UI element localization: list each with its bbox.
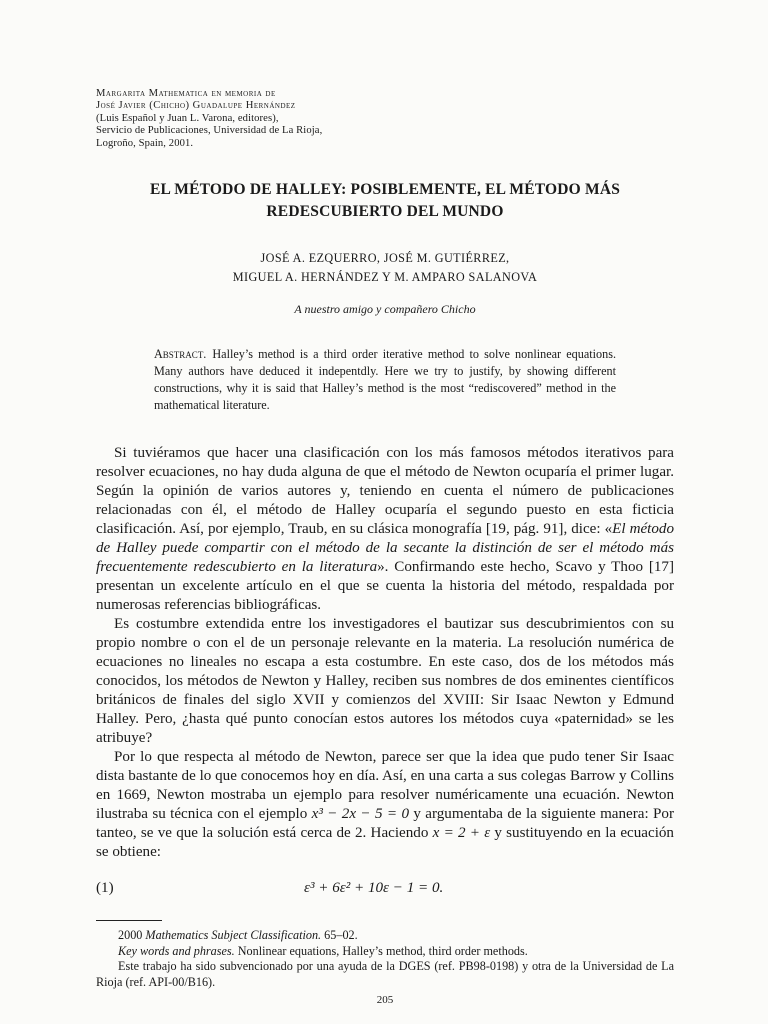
footnotes (96, 928, 674, 990)
paragraph-2: Es costumbre extendida entre los investigadores el bautizar sus descubrimientos con su propio nombre o con el de un personaje relevante en la materia. La resolución numérica de ecuaciones no lineales no escapa a esta costumbre. En este caso, dos de los métodos más conocidos, los métodos de Newton y Halley, reciben sus nombres de dos eminentes científicos británicos de finales del siglo XVII y comienzos del XVIII: Sir Isaac Newton y Edmund Halley. Pero, ¿hasta qué punto conocían estos autores los métodos cuya «paternidad» se les atribuye? (96, 616, 674, 746)
author-list (96, 249, 674, 287)
equation-expression: ε³ + 6ε² + 10ε − 1 = 0. (304, 880, 444, 896)
paragraph-1-part-a: Si tuviéramos que hacer una clasificación con los más famosos métodos iterativos para resolver ecuaciones, no hay duda alguna de que el método de Newton ocuparía el primer lugar. Según la opinión de varios autores y, teniendo en cuenta el número de publicaciones relacionadas con él, el método de Halley ocuparía el segundo puesto en esta ficticia clasificación. Así, por ejemplo, Traub, en su clásica monografía [19, pág. 91], dice: « (96, 445, 674, 537)
paper-page (96, 0, 674, 1024)
inline-equation-1: x³ − 2x − 5 = 0 (311, 806, 409, 822)
body-text (96, 444, 674, 862)
series-line-1: Margarita Mathematica en memoria de (96, 88, 276, 99)
msc-label: Mathematics Subject Classification. (145, 928, 322, 942)
footnote-rule (96, 920, 162, 921)
abstract-text: Halley’s method is a third order iterative method to solve nonlinear equations. Many authors have deduced it indepentdly. Here we try to justify, by showing different constructions, why it is said that Halley’s method is the most “rediscovered” method in the mathematical literature. (154, 347, 616, 412)
display-equation (96, 880, 674, 900)
paragraph-3 (96, 748, 674, 862)
footnote-keywords (96, 944, 674, 960)
keywords-label: Key words and phrases. (118, 943, 235, 958)
traub-quote: El método de Halley puede compartir con el método de la secante la distinción de ser el método más frecuentemente redescubierto en la literatura (96, 521, 674, 575)
paragraph-1 (96, 444, 674, 615)
paper-title (96, 179, 674, 223)
page-number: 205 (376, 994, 394, 1006)
keywords-value: Nonlinear equations, Halley’s method, third order methods. (237, 943, 528, 958)
series-line-3: (Luis Español y Juan L. Varona, editores), (96, 112, 279, 124)
authors-line-2: MIGUEL A. HERNÁNDEZ Y M. AMPARO SALANOVA (232, 270, 538, 284)
authors-line-1: JOSÉ A. EZQUERRO, JOSÉ M. GUTIÉRREZ, (260, 251, 510, 265)
equation-number: (1) (96, 880, 114, 896)
title-line-2: REDESCUBIERTO DEL MUNDO (266, 203, 504, 220)
series-header (96, 88, 496, 150)
paragraph-3-part-c: y sustituyendo en la ecuación se obtiene: (96, 825, 674, 860)
abstract-label: Abstract. (154, 347, 207, 361)
series-line-5: Logroño, Spain, 2001. (96, 137, 194, 149)
dedication: A nuestro amigo y compañero Chicho (294, 302, 476, 316)
title-line-1: EL MÉTODO DE HALLEY: POSIBLEMENTE, EL MÉTODO MÁS (149, 181, 621, 198)
series-line-4: Servicio de Publicaciones, Universidad de La Rioja, (96, 125, 323, 137)
inline-equation-2: x = 2 + ε (432, 825, 491, 841)
paragraph-1-part-b: ». Confirmando este hecho, Scavo y Thoo [17] presentan un excelente artículo en el que se cuenta la historia del método, respaldada por numerosas referencias bibliográficas. (96, 559, 674, 613)
footnote-funding: Este trabajo ha sido subvencionado por una ayuda de la DGES (ref. PB98-0198) y otra de la Universidad de La Rioja (ref. API-00/B16). (96, 959, 674, 989)
msc-year: 2000 (118, 928, 143, 942)
footnote-msc (96, 928, 674, 944)
series-line-2: José Javier (Chicho) Guadalupe Hernández (96, 100, 296, 112)
msc-value: 65–02. (324, 928, 358, 942)
paragraph-3-part-a: Por lo que respecta al método de Newton, parece ser que la idea que pudo tener Sir Isaac dista bastante de lo que conocemos hoy en día. Así, en una carta a sus colegas Barrow y Collins en 1669, Newton mostraba un ejemplo para resolver numéricamente una ecuación. Newton ilustraba su técnica con el ejemplo (96, 749, 674, 822)
abstract (154, 346, 616, 414)
paragraph-3-part-b: y argumentaba de la siguiente manera: Por tanteo, se ve que la solución está cerca de 2. Haciendo (96, 806, 675, 841)
